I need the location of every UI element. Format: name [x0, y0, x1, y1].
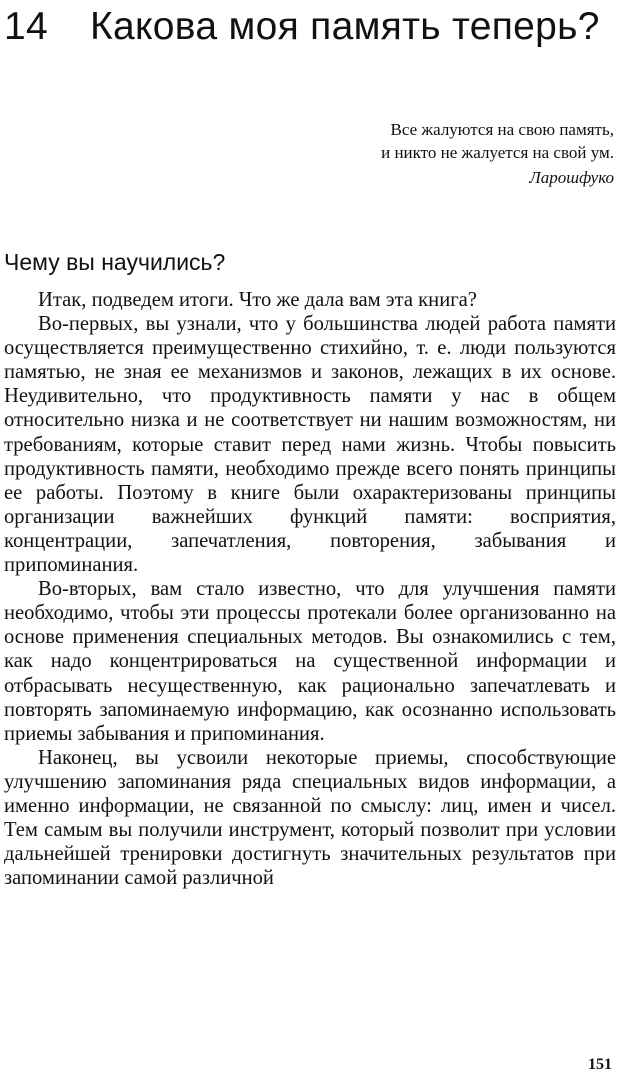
paragraph-2: Во-первых, вы узнали, что у большинства людей работа памяти осуществляется преимущественно стихийно, т. е. люди пользуются памятью, не зная ее механизмов и законов, лежащих в их основе. Неудивительно, что продуктивность памяти у нас в общем относительно низка и не соответствует ни нашим возможностям, ни требованиям, которые ставит перед нами жизнь. Чтобы повысить продуктивность памяти, необходимо прежде всего понять принципы ее работы. Поэтому в книге были охарактеризованы принципы организации важнейших функций памяти: восприятия, концентрации, запечатления, повторения, забывания и припоминания. — [4, 313, 616, 577]
epigraph-author: Ларошфуко — [529, 168, 614, 187]
epigraph-line-1: Все жалуются на свою память, — [390, 120, 614, 139]
body-text — [4, 288, 616, 890]
section-heading: Чему вы научились? — [4, 249, 226, 275]
chapter-title-text: Какова моя память теперь? — [90, 5, 600, 48]
paragraph-1: Итак, подведем итоги. Что же дала вам эта книга? — [38, 289, 477, 311]
page-number: 151 — [588, 1056, 612, 1073]
paragraph-4: Наконец, вы усвоили некоторые приемы, способствующие улучшению запоминания ряда специальных видов информации, а именно информации, не связанной по смыслу: лиц, имен и чисел. Тем самым вы получили инструмент, который позволит при условии дальнейшей тренировки достигнуть значительных результатов при запоминании самой различной — [4, 746, 616, 890]
epigraph-line-2: и никто не жалуется на свой ум. — [381, 143, 614, 162]
chapter-number: 14 — [4, 5, 48, 48]
paragraph-3: Во-вторых, вам стало известно, что для улучшения памяти необходимо, чтобы эти процессы протекали более организованно на основе применения специальных методов. Вы ознакомились с тем, как надо концентрироваться на существенной информации и отбрасывать несущественную, как рационально запечатлевать и повторять запоминаемую информацию, как осознанно использовать приемы забывания и припоминания. — [4, 578, 616, 745]
epigraph — [194, 118, 614, 189]
